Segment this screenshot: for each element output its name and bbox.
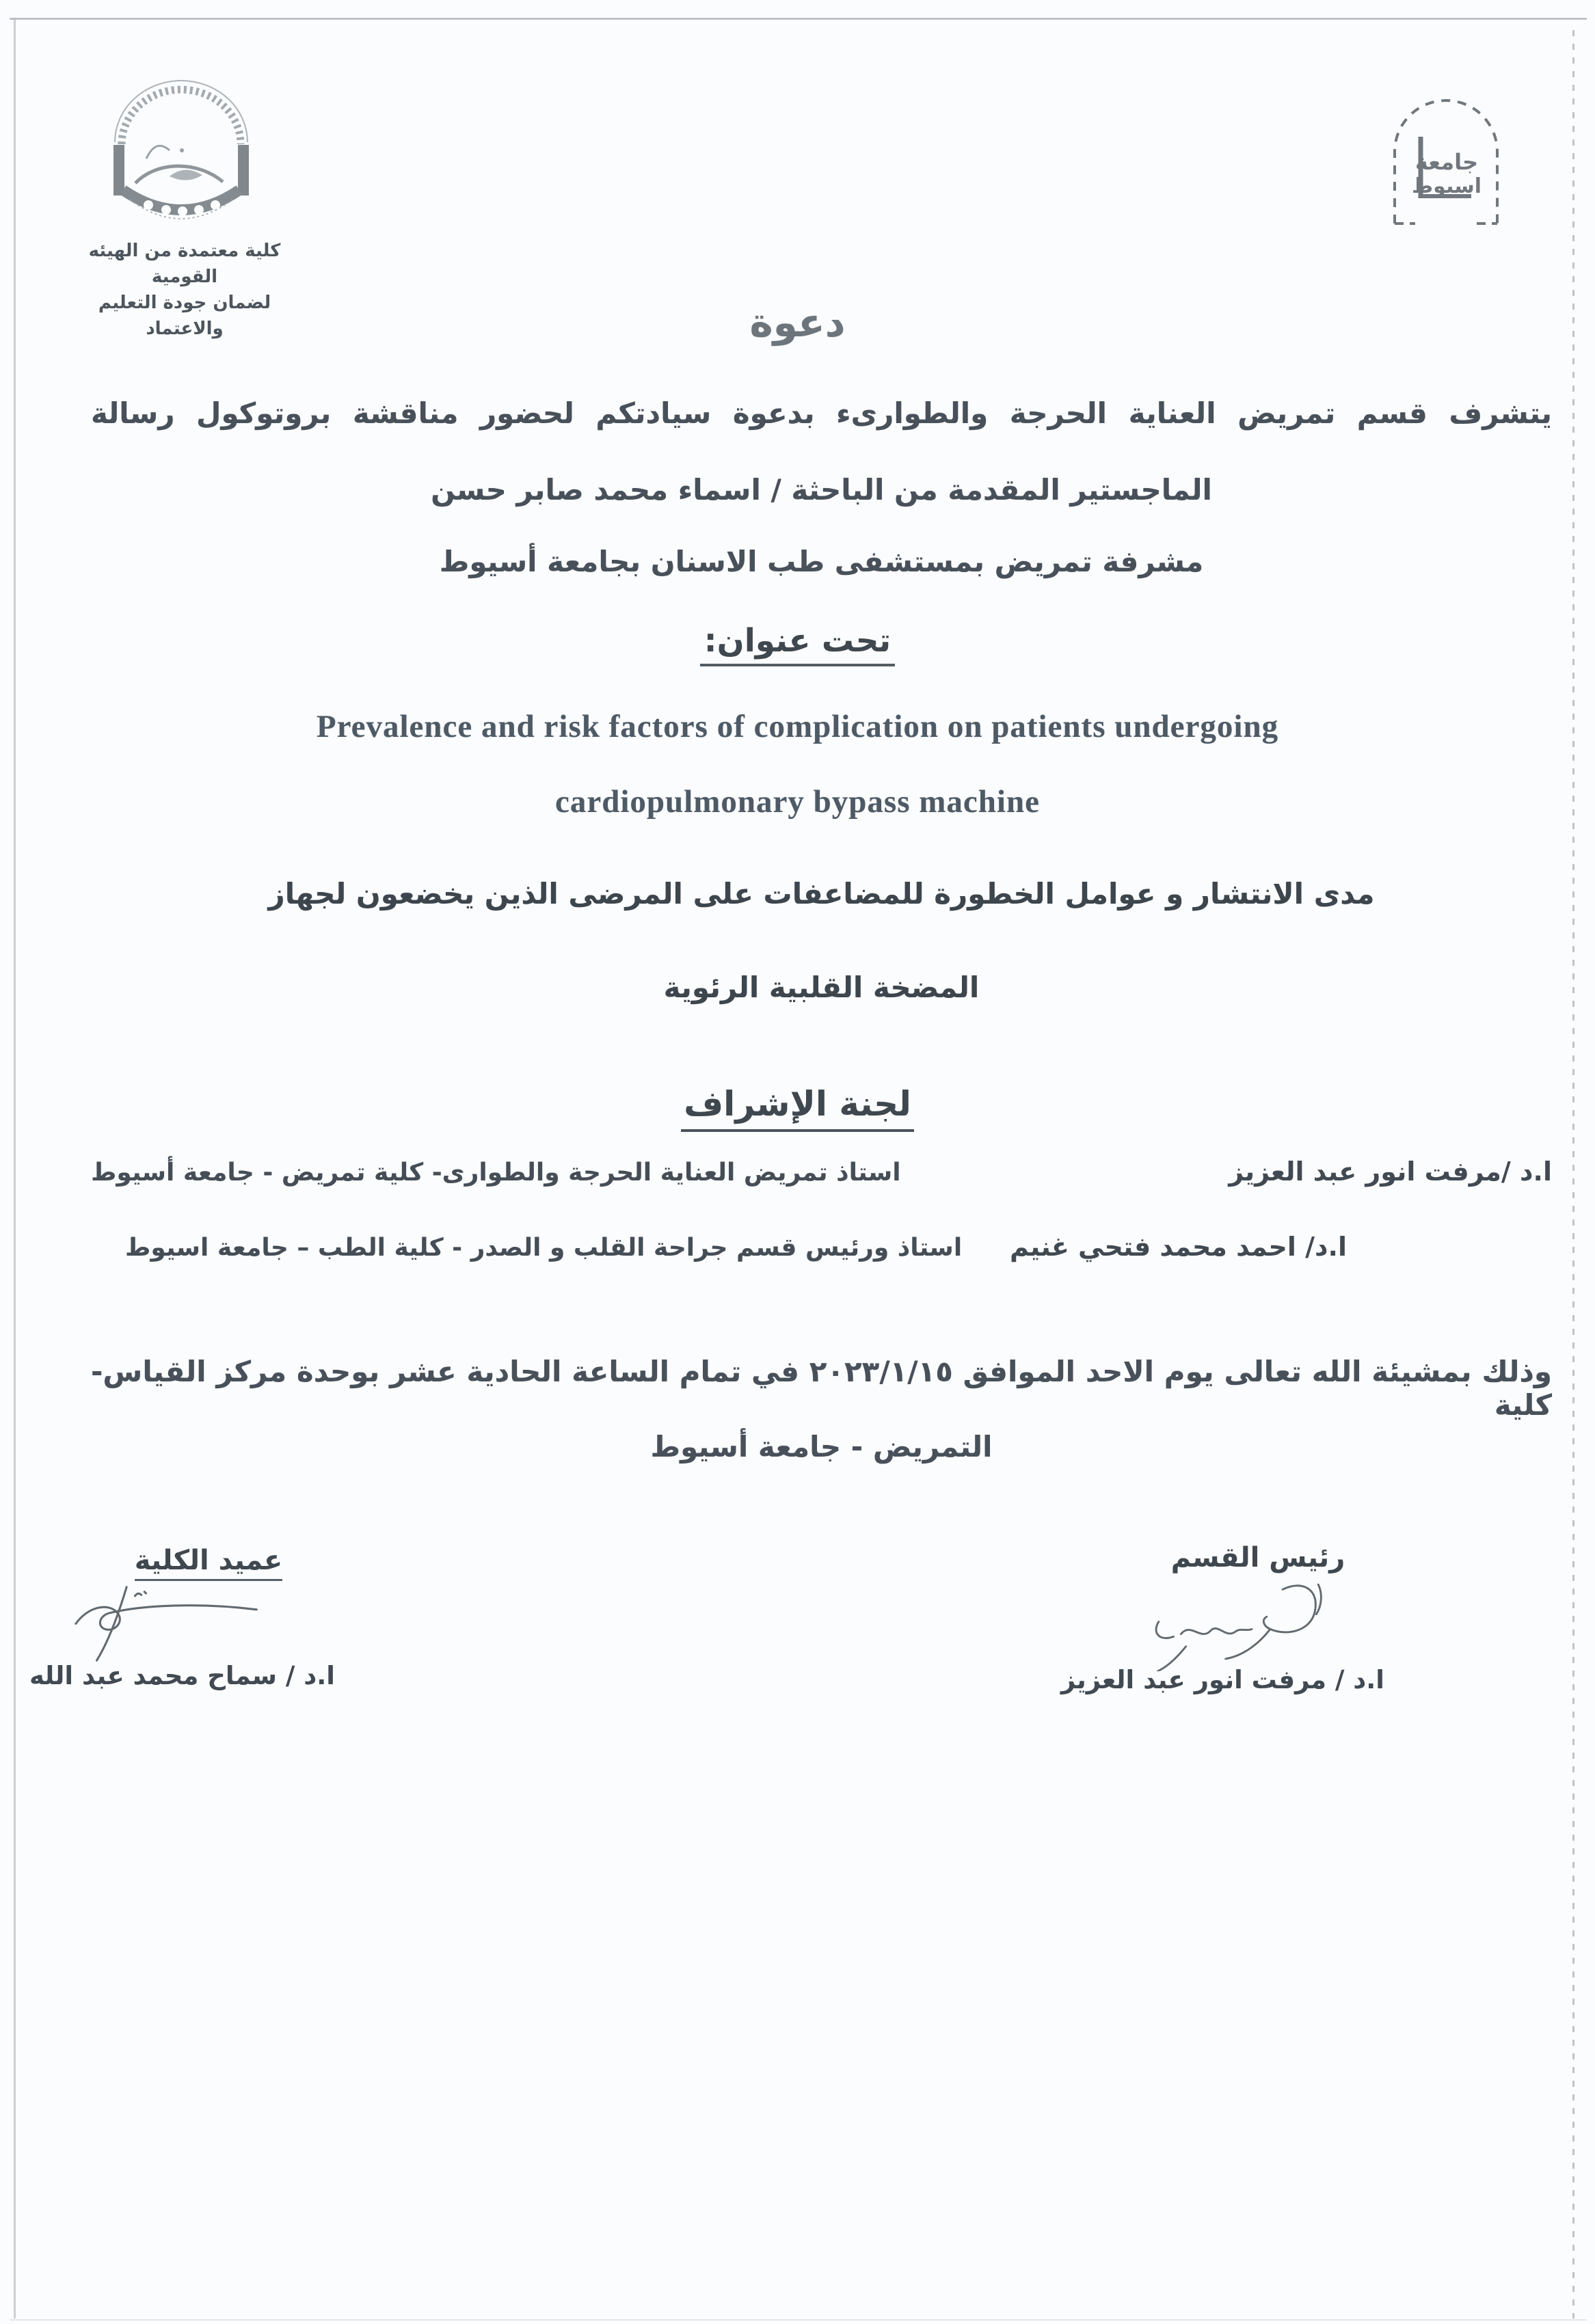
committee-member-title: استاذ تمريض العناية الحرجة والطوارى- كلية تمريض - جامعة أسيوط (91, 1159, 901, 1187)
dean-role-label (96, 1545, 321, 1581)
dean-role-text: عميد الكلية (135, 1545, 282, 1581)
dean-signature-icon (65, 1584, 270, 1663)
committee-member-name: ا.د /مرفت انور عبد العزيز (1229, 1157, 1552, 1187)
schedule-line2: التمريض - جامعة أسيوط (650, 1430, 993, 1463)
committee-member-name: ا.د/ احمد محمد فتحي غنيم (1010, 1232, 1347, 1262)
intro-line1: يتشرف قسم تمريض العناية الحرجة والطوارىء بدعوة سيادتكم لحضور مناقشة بروتوكول رسالة (91, 396, 1552, 430)
thesis-title-arabic-line2: المضخة القلبية الرئوية (663, 971, 980, 1004)
naqaae-accreditation-logo-icon (103, 79, 260, 228)
department-head-role-text: رئيس القسم (1170, 1542, 1345, 1573)
committee-member-row (91, 1157, 1552, 1187)
committee-member-row (91, 1232, 1552, 1262)
accreditation-line2: لضمان جودة التعليم والاعتماد (98, 293, 271, 339)
supervision-committee-heading (0, 1084, 1595, 1132)
university-stamp-word2: اسيوط (1412, 174, 1482, 198)
under-title-heading (0, 622, 1595, 666)
schedule-line1: وذلك بمشيئة الله تعالى يوم الاحد الموافق ٢٠٢٣/١/١٥ في تمام الساعة الحادية عشر بوحدة مركز القياس- كلية (91, 1355, 1552, 1422)
scan-edge-right (1572, 30, 1574, 2319)
accreditation-line1: كلية معتمدة من الهيئه القومية (88, 241, 281, 287)
department-head-role-label (1166, 1542, 1350, 1573)
thesis-title-english-line2: cardiopulmonary bypass machine (555, 784, 1040, 820)
under-title-label: تحت عنوان: (700, 622, 895, 666)
thesis-title-arabic-line1: مدى الانتشار و عوامل الخطورة للمضاعفات على المرضى الذين يخضعون لجهاز (268, 877, 1375, 910)
committee-member-title: استاذ ورئيس قسم جراحة القلب و الصدر - كلية الطب – جامعة اسيوط (125, 1234, 963, 1262)
department-head-name: ا.د / مرفت انور عبد العزيز (1060, 1665, 1384, 1694)
scan-edge-bottom (10, 2319, 1587, 2321)
intro-line2: الماجستير المقدمة من الباحثة / اسماء محمد صابر حسن (431, 473, 1212, 506)
university-stamp-word1: جامعة (1415, 149, 1479, 175)
thesis-title-english-line1: Prevalence and risk factors of complication on patients undergoing (316, 709, 1279, 744)
intro-line3: مشرفة تمريض بمستشفى طب الاسنان بجامعة أسيوط (439, 545, 1204, 578)
page-title: دعوة (749, 299, 846, 346)
scan-edge-top (10, 18, 1587, 20)
dean-name: ا.د / سماح محمد عبد الله (29, 1661, 335, 1690)
scan-edge-left (14, 18, 16, 2319)
supervision-committee-label: لجنة الإشراف (681, 1084, 914, 1132)
assiut-university-stamp-icon (1376, 83, 1516, 234)
department-head-signature-icon (1099, 1572, 1386, 1671)
